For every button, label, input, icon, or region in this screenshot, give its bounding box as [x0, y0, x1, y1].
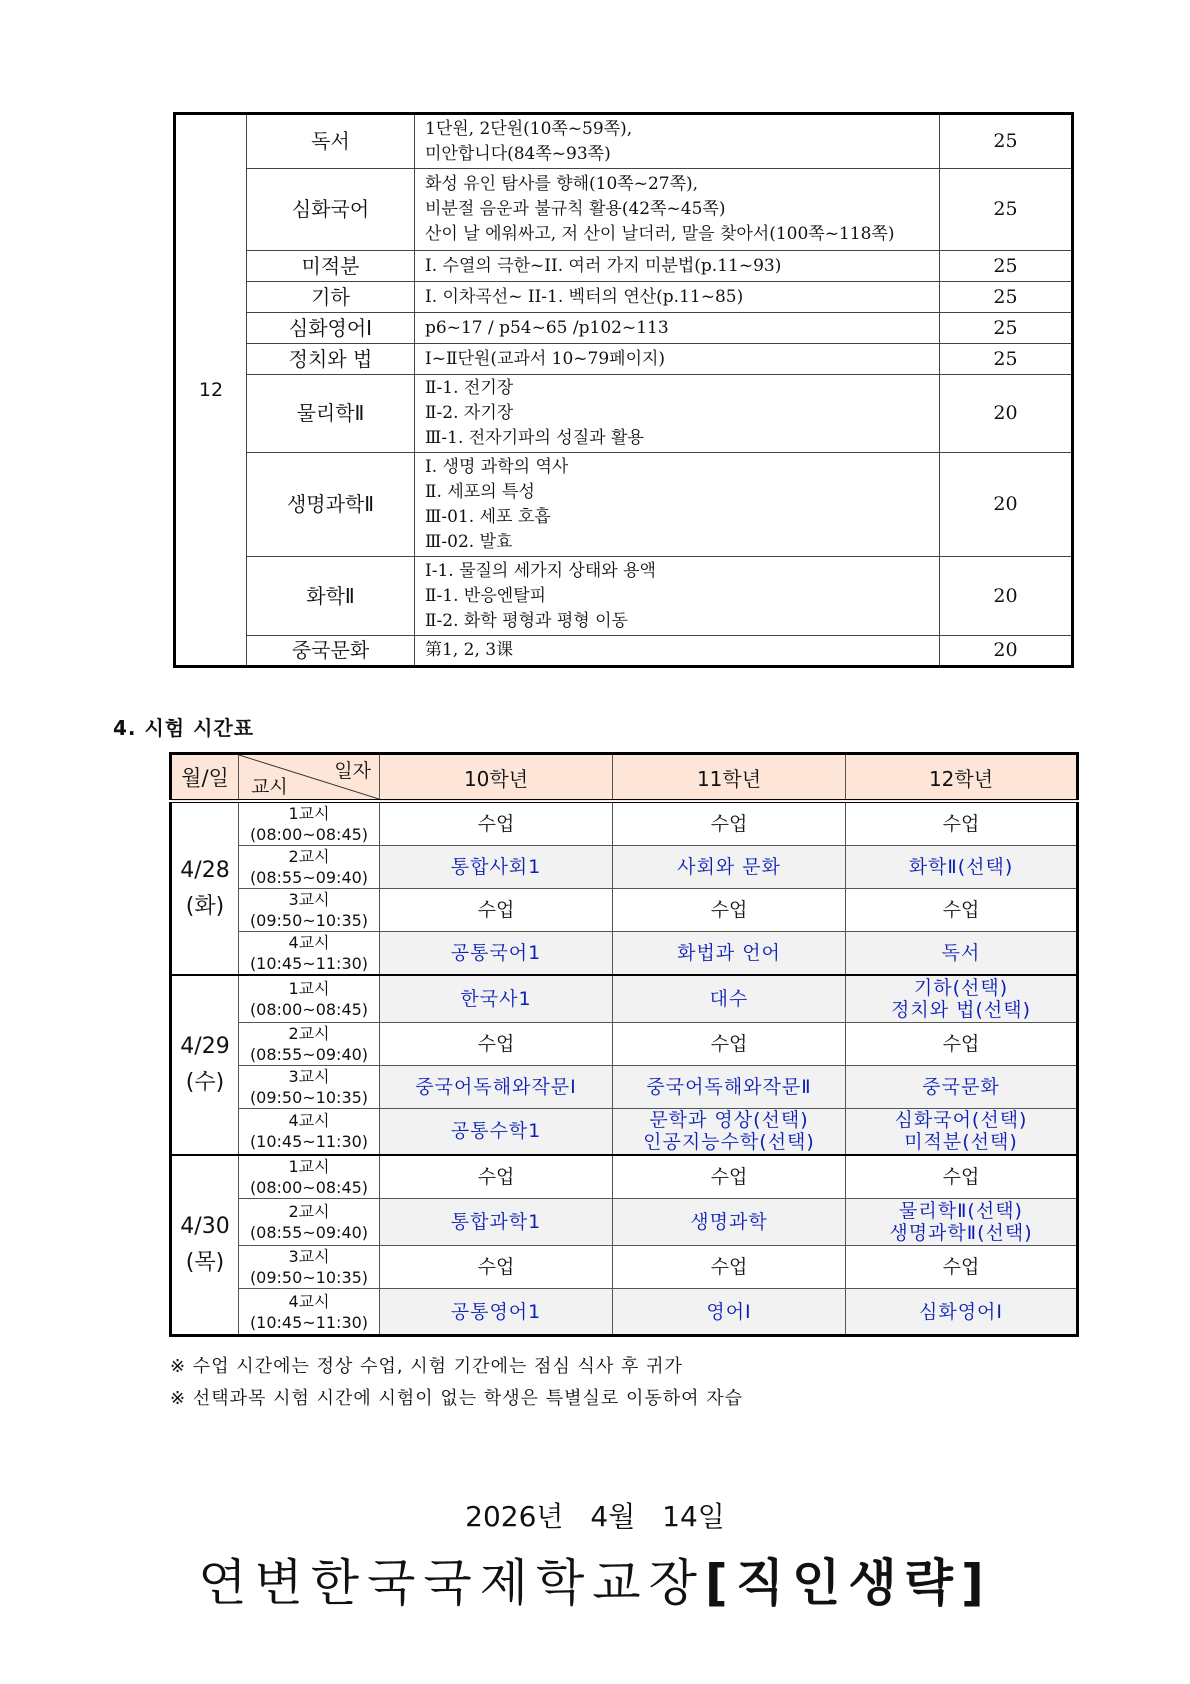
score-cell: 25 [940, 251, 1073, 282]
period-name: 4교시 [288, 1111, 330, 1131]
range-row [175, 453, 1073, 557]
period-name: 2교시 [288, 847, 330, 866]
range-line: Ⅲ-1. 전자기파의 성질과 활용 [425, 428, 644, 448]
date-label: 4/30 [180, 1214, 230, 1239]
period-name: 3교시 [288, 890, 330, 909]
subject-cell: 물리학Ⅱ [247, 375, 415, 453]
cell-line: 독서 [941, 942, 981, 964]
subject-cell: 중국문화 [247, 636, 415, 667]
cell-line: 수업 [942, 813, 980, 835]
cell-line: 수업 [477, 1256, 515, 1278]
period-name: 1교시 [288, 1157, 330, 1176]
class-cell [613, 1155, 846, 1199]
schedule-row [171, 1155, 1078, 1199]
principal-title: 연변한국국제학교장 [198, 1554, 705, 1612]
score-cell: 25 [940, 313, 1073, 344]
range-cell [415, 453, 940, 557]
date-label: 4/28 [180, 857, 230, 883]
exam-subject-cell [846, 1108, 1078, 1155]
period-name: 4교시 [288, 933, 330, 952]
range-row [175, 344, 1073, 375]
period-time: (09:50~10:35) [249, 1087, 369, 1107]
schedule-row [171, 932, 1078, 976]
schedule-row [171, 889, 1078, 932]
range-line: Ⅲ-01. 세포 호흡 [425, 506, 551, 527]
cell-line: 수업 [942, 1166, 980, 1188]
range-row [175, 282, 1073, 313]
range-cell [415, 313, 940, 344]
exam-subject-cell [380, 1065, 613, 1108]
period-time: (09:50~10:35) [249, 1268, 369, 1287]
exam-subject-cell [380, 1199, 613, 1246]
cell-line: 생명과학Ⅱ(선택) [889, 1222, 1033, 1244]
range-line: 미안합니다(84쪽~93쪽) [425, 143, 611, 164]
range-row [175, 375, 1073, 453]
exam-subject-cell [846, 932, 1078, 976]
subject-cell: 생명과학Ⅱ [247, 453, 415, 557]
class-cell [380, 801, 613, 846]
exam-subject-cell [846, 846, 1078, 889]
cell-line: 공통영어1 [450, 1300, 542, 1323]
class-cell [380, 1155, 613, 1199]
exam-subject-cell [380, 932, 613, 976]
range-line: Ⅰ. 생명 과학의 역사 [425, 456, 569, 477]
note-1: ※ 수업 시간에는 정상 수업, 시험 기간에는 점심 식사 후 귀가 [170, 1356, 683, 1377]
cell-line: 대수 [709, 987, 749, 1010]
cell-line: 중국어독해와작문Ⅰ [415, 1075, 577, 1098]
monthday-header: 월/일 [171, 754, 239, 802]
range-cell [415, 375, 940, 453]
period-cell [239, 1289, 380, 1336]
period-time: (08:55~09:40) [249, 868, 369, 887]
period-cell [239, 889, 380, 932]
range-row [175, 114, 1073, 169]
subject-cell: 기하 [247, 282, 415, 313]
grade-header-12: 12학년 [846, 754, 1078, 802]
range-line: I. 수열의 극한~II. 여러 가지 미분법(p.11~93) [425, 255, 782, 276]
schedule-row [171, 1289, 1078, 1336]
class-cell [846, 1022, 1078, 1065]
subject-cell: 심화국어 [247, 169, 415, 251]
cell-line: 물리학Ⅱ(선택) [899, 1200, 1023, 1222]
schedule-header-row [171, 754, 1078, 802]
corner-label-date: 일자 [334, 760, 371, 782]
class-cell [380, 889, 613, 932]
cell-line: 중국어독해와작문Ⅱ [646, 1075, 812, 1098]
cell-line: 화법과 언어 [677, 942, 781, 964]
period-cell [239, 1246, 380, 1289]
date-cell [171, 1155, 239, 1336]
subject-cell: 미적분 [247, 251, 415, 282]
exam-subject-cell [380, 1108, 613, 1155]
note-2: ※ 선택과목 시험 시간에 시험이 없는 학생은 특별실로 이동하여 자습 [170, 1388, 744, 1409]
class-cell [380, 1022, 613, 1065]
period-cell [239, 975, 380, 1022]
exam-subject-cell [380, 1289, 613, 1336]
exam-schedule-table [169, 752, 1079, 1337]
cell-line: 통합과학1 [450, 1211, 542, 1233]
range-row [175, 169, 1073, 251]
cell-line: 영어Ⅰ [706, 1300, 752, 1323]
signature [0, 1543, 1190, 1615]
cell-line: 수업 [477, 1166, 515, 1188]
cell-line: 심화국어(선택) [894, 1109, 1028, 1132]
range-line: Ⅰ~Ⅱ단원(교과서 10~79페이지) [425, 348, 666, 369]
range-cell [415, 169, 940, 251]
period-time: (10:45~11:30) [249, 954, 369, 973]
range-line: 비분절 음운과 불규칙 활용(42쪽~45쪽) [425, 199, 726, 219]
range-row [175, 636, 1073, 667]
period-time: (08:00~08:45) [249, 825, 369, 844]
period-name: 1교시 [288, 804, 330, 823]
exam-subject-cell [613, 932, 846, 976]
grade-cell: 12 [175, 114, 247, 667]
subject-cell: 심화영어I [247, 313, 415, 344]
class-cell [613, 1022, 846, 1065]
exam-subject-cell [613, 846, 846, 889]
range-cell [415, 282, 940, 313]
cell-line: 한국사1 [460, 987, 532, 1010]
score-cell: 20 [940, 453, 1073, 557]
cell-line: 수업 [710, 1032, 748, 1055]
range-line: Ⅲ-02. 발효 [425, 531, 513, 552]
exam-subject-cell [613, 975, 846, 1022]
period-time: (10:45~11:30) [249, 1132, 369, 1152]
score-cell: 25 [940, 114, 1073, 169]
cell-line: 정치와 법(선택) [891, 998, 1031, 1021]
score-cell: 25 [940, 344, 1073, 375]
cell-line: 공통수학1 [450, 1120, 542, 1143]
cell-line: 생명과학 [690, 1211, 768, 1233]
cell-line: 수업 [477, 899, 515, 921]
section-heading: 4. 시험 시간표 [113, 716, 255, 740]
range-cell [415, 114, 940, 169]
schedule-row [171, 1199, 1078, 1246]
range-cell [415, 251, 940, 282]
corner-label-period: 교시 [251, 776, 288, 798]
period-name: 2교시 [288, 1023, 330, 1043]
period-time: (08:00~08:45) [249, 1178, 369, 1197]
class-cell [380, 1246, 613, 1289]
cell-line: 중국문화 [922, 1075, 1000, 1098]
cell-line: 수업 [477, 1032, 515, 1055]
cell-line: 수업 [710, 899, 748, 921]
cell-line: 수업 [942, 1032, 980, 1055]
class-cell [613, 889, 846, 932]
range-line: 산이 날 에워싸고, 저 산이 날더러, 말을 찾아서(100쪽~118쪽) [425, 224, 895, 244]
period-cell [239, 1155, 380, 1199]
period-cell [239, 932, 380, 976]
schedule-row [171, 846, 1078, 889]
cell-line: 통합사회1 [450, 856, 542, 878]
exam-subject-cell [846, 975, 1078, 1022]
score-cell: 20 [940, 557, 1073, 636]
cell-line: 수업 [942, 1256, 980, 1278]
subject-cell: 화학Ⅱ [247, 557, 415, 636]
cell-line: 수업 [942, 899, 980, 921]
exam-subject-cell [846, 1065, 1078, 1108]
period-cell [239, 1022, 380, 1065]
cell-line: 사회와 문화 [677, 856, 781, 878]
cell-line: 수업 [710, 813, 748, 835]
schedule-row [171, 1022, 1078, 1065]
exam-subject-cell [380, 846, 613, 889]
grade-header-10: 10학년 [380, 754, 613, 802]
weekday-label: (수) [185, 1070, 225, 1095]
cell-line: 수업 [710, 1256, 748, 1278]
cell-line: 인공지능수학(선택) [643, 1131, 815, 1154]
range-line: Ⅱ-2. 화학 평형과 평형 이동 [425, 610, 628, 631]
exam-subject-cell [613, 1199, 846, 1246]
range-line: Ⅱ. 세포의 특성 [425, 481, 535, 502]
score-cell: 20 [940, 636, 1073, 667]
exam-range-table [173, 112, 1074, 668]
class-cell [846, 1155, 1078, 1199]
period-cell [239, 1065, 380, 1108]
range-line: 1단원, 2단원(10쪽~59쪽), [425, 118, 633, 139]
exam-subject-cell [613, 1065, 846, 1108]
range-line: 第1, 2, 3课 [425, 640, 514, 660]
range-cell [415, 636, 940, 667]
range-row [175, 557, 1073, 636]
range-cell [415, 557, 940, 636]
period-name: 3교시 [288, 1066, 330, 1086]
period-time: (08:00~08:45) [249, 999, 369, 1019]
period-time: (10:45~11:30) [249, 1312, 369, 1332]
period-name: 2교시 [288, 1202, 330, 1221]
exam-subject-cell [846, 1199, 1078, 1246]
schedule-row [171, 1065, 1078, 1108]
period-time: (09:50~10:35) [249, 911, 369, 930]
cell-line: 수업 [477, 813, 515, 835]
class-cell [846, 889, 1078, 932]
schedule-row [171, 975, 1078, 1022]
period-time: (08:55~09:40) [249, 1044, 369, 1064]
cell-line: 화학Ⅱ(선택) [908, 856, 1014, 878]
cell-line: 미적분(선택) [904, 1131, 1018, 1154]
range-row [175, 313, 1073, 344]
period-time: (08:55~09:40) [249, 1223, 369, 1242]
class-cell [613, 1246, 846, 1289]
weekday-label: (화) [185, 893, 225, 919]
date-label: 4/29 [180, 1034, 230, 1059]
period-name: 1교시 [288, 978, 330, 998]
exam-subject-cell [380, 975, 613, 1022]
period-name: 3교시 [288, 1247, 330, 1266]
range-line: Ⅱ-2. 자기장 [425, 403, 514, 423]
corner-header [239, 754, 380, 802]
period-cell [239, 801, 380, 846]
range-line: p6~17 / p54~65 /p102~113 [425, 317, 669, 338]
schedule-row [171, 801, 1078, 846]
cell-line: 공통국어1 [450, 942, 542, 964]
cell-line: 기하(선택) [913, 976, 1009, 999]
period-cell [239, 1199, 380, 1246]
schedule-row [171, 1108, 1078, 1155]
exam-subject-cell [613, 1289, 846, 1336]
seal-omitted: [직인생략] [704, 1554, 992, 1612]
period-cell [239, 846, 380, 889]
exam-subject-cell [846, 1289, 1078, 1336]
range-line: I. 이차곡선~ II-1. 벡터의 연산(p.11~85) [425, 286, 744, 307]
cell-line: 심화영어Ⅰ [918, 1300, 1004, 1323]
score-cell: 20 [940, 375, 1073, 453]
range-cell [415, 344, 940, 375]
weekday-label: (목) [185, 1250, 225, 1275]
period-name: 4교시 [288, 1291, 330, 1311]
cell-line: 문학과 영상(선택) [649, 1109, 809, 1132]
subject-cell: 정치와 법 [247, 344, 415, 375]
score-cell: 25 [940, 169, 1073, 251]
date-cell [171, 801, 239, 975]
range-line: Ⅱ-1. 반응엔탈피 [425, 585, 547, 606]
exam-subject-cell [613, 1108, 846, 1155]
cell-line: 수업 [710, 1166, 748, 1188]
subject-cell: 독서 [247, 114, 415, 169]
score-cell: 25 [940, 282, 1073, 313]
period-cell [239, 1108, 380, 1155]
range-line: Ⅰ-1. 물질의 세가지 상태와 용액 [425, 560, 656, 581]
document-date: 2026년 4월 14일 [465, 1500, 725, 1533]
class-cell [846, 1246, 1078, 1289]
range-line: Ⅱ-1. 전기장 [425, 378, 514, 398]
range-line: 화성 유인 탐사를 향해(10쪽~27쪽), [425, 174, 699, 194]
range-row [175, 251, 1073, 282]
class-cell [846, 801, 1078, 846]
schedule-row [171, 1246, 1078, 1289]
class-cell [613, 801, 846, 846]
grade-header-11: 11학년 [613, 754, 846, 802]
date-cell [171, 975, 239, 1155]
